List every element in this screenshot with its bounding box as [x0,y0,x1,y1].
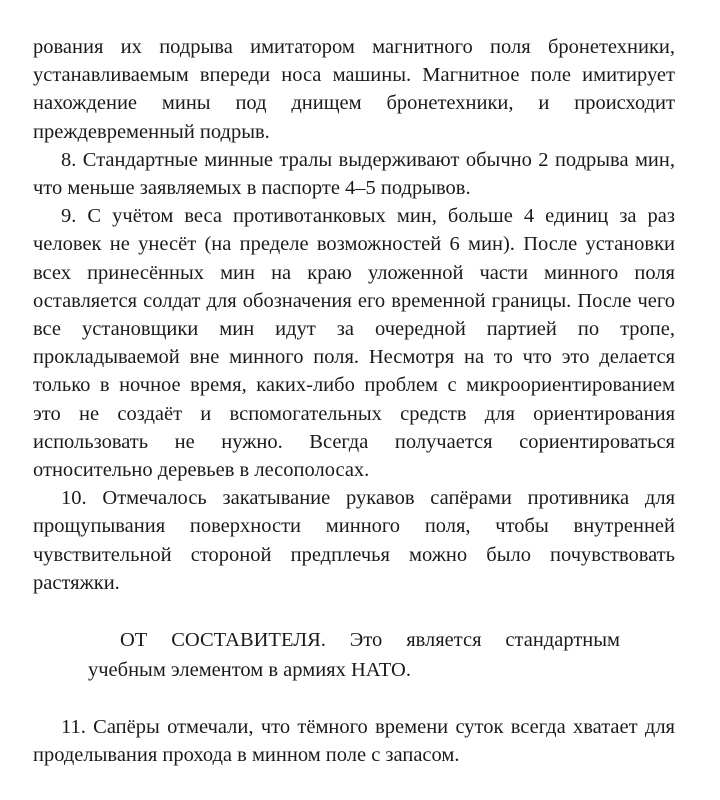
compiler-note: ОТ СОСТАВИТЕЛЯ. Это является стандартным учебным элементом в армиях НАТО. [88,629,620,681]
paragraph-item-9: 9. С учётом веса противотанковых мин, больше 4 единиц за раз человек не унесёт (на пределе возможностей 6 мин). После установки всех принесённых мин на краю уложенной части минного поля оставляется солдат для обозначения его временной границы. После чего все установщики мин идут за очередной партией по тропе, прокладываемой вне минного поля. Несмотря на то что это делается только в ночное время, каких-либо проблем с микроориентированием это не создаёт и вспомогательных средств для ориентирования использовать не нужно. Всегда получается сориентироваться относительно деревьев в лесополосах. [33,205,675,482]
paragraph-item-11: 11. Сапёры отмечали, что тёмного времени суток всегда хватает для проделывания прохода в минном поле с запасом. [33,716,675,767]
main-text [33,33,675,597]
paragraph-item-8: 8. Стандартные минные тралы выдерживают обычно 2 подрыва мин, что меньше заявляемых в паспорте 4–5 подрывов. [33,148,675,200]
paragraph-continuation: рования их подрыва имитатором магнитного поля бронетехники, устанавливаемым впереди носа машины. Магнитное поле имитирует нахождение мины под днищем бронетехники, и происходит преждевременный подрыв. [33,36,675,143]
paragraph-item-10: 10. Отмечалось закатывание рукавов сапёрами противника для прощупывания поверхности минного поля, чтобы внутренней чувствительной стороной предплечья можно было почувствовать растяжки. [33,487,675,594]
final-text [33,713,675,769]
